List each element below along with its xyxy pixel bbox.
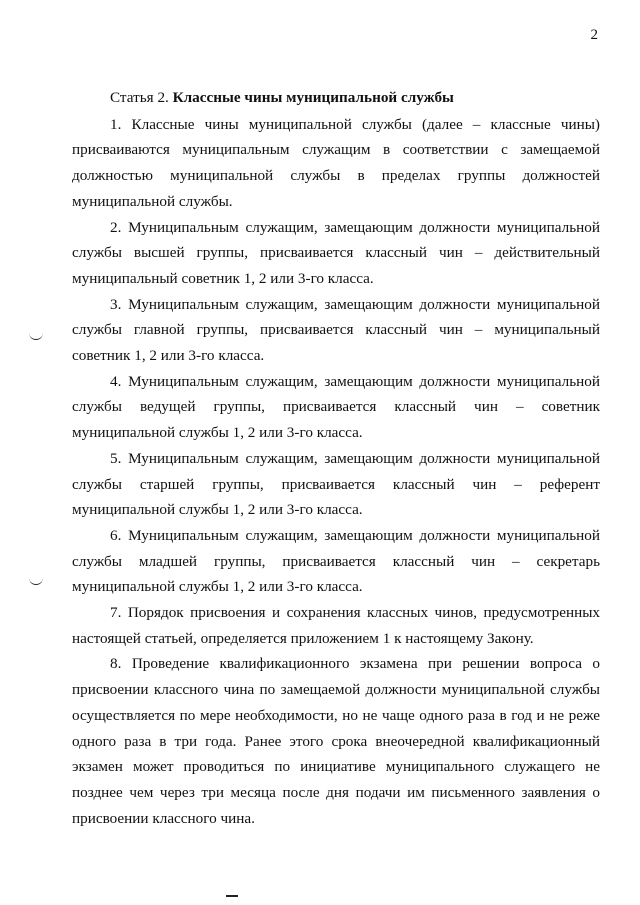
footer-mark <box>226 895 238 897</box>
document-body <box>72 85 600 831</box>
margin-mark <box>29 333 43 340</box>
paragraph-1: 1. Классные чины муниципальной службы (далее – классные чины) присваиваются муниципальным служащим в соответствии с замещаемой должностью муниципальной службы в пределах группы должностей муниципальной службы. <box>72 115 600 210</box>
article-prefix: Статья 2. <box>110 89 169 106</box>
paragraph-7: 7. Порядок присвоения и сохранения классных чинов, предусмотренных настоящей статьей, определяется приложением 1 к настоящему Закону. <box>72 604 600 647</box>
paragraph-3: 3. Муниципальным служащим, замещающим должности муниципальной службы главной группы, присваивается классный чин – муниципальный советник 1, 2 или 3-го класса. <box>72 295 600 365</box>
paragraph-5: 5. Муниципальным служащим, замещающим должности муниципальной службы старшей группы, присваивается классный чин – референт муниципальной службы 1, 2 или 3-го класса. <box>72 449 600 519</box>
paragraph-4: 4. Муниципальным служащим, замещающим должности муниципальной службы ведущей группы, присваивается классный чин – советник муниципальной службы 1, 2 или 3-го класса. <box>72 372 600 442</box>
margin-mark <box>29 578 43 585</box>
page-number: 2 <box>590 27 598 43</box>
paragraph-6: 6. Муниципальным служащим, замещающим должности муниципальной службы младшей группы, присваивается классный чин – секретарь муниципальной службы 1, 2 или 3-го класса. <box>72 526 600 596</box>
paragraph-8: 8. Проведение квалификационного экзамена при решении вопроса о присвоении классного чина по замещаемой должности муниципальной службы осуществляется по мере необходимости, но не чаще одного раза в год и не реже одного раза в три года. Ранее этого срока внеочередной квалификационный экзамен может проводиться по инициативе муниципального служащего не позднее чем через три месяца после дня подачи им письменного заявления о присвоении классного чина. <box>72 655 600 827</box>
article-heading <box>72 85 600 111</box>
article-title: Классные чины муниципальной службы <box>172 89 454 106</box>
paragraph-2: 2. Муниципальным служащим, замещающим должности муниципальной службы высшей группы, присваивается классный чин – действительный муниципальный советник 1, 2 или 3-го класса. <box>72 218 600 287</box>
